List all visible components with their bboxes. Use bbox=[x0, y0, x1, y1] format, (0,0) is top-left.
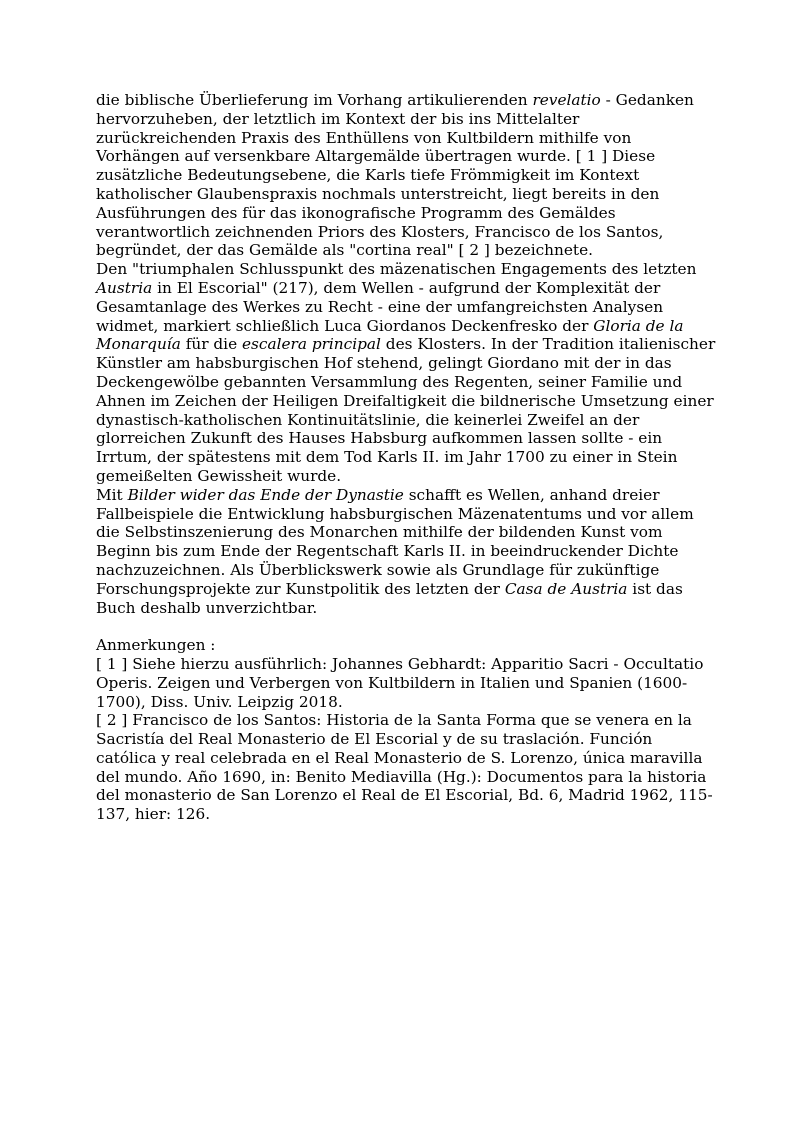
italic-term-casa: Casa de Austria bbox=[504, 579, 628, 598]
text-run: schafft es Wellen, anhand dreier Fallbeispiele die Entwicklung habsburgischen Mäzenatentums und vor allem die Selbstinszenierung des Monarchen mithilfe der bildenden Kunst vom Beginn bis zum Ende der Regentschaft Karls II. in beeindruckender Dichte nachzuzeichnen. Als Überblickswerk sowie als Grundlage für zukünftige Forschungsprojekte zur Kunstpolitik des letzten der bbox=[96, 485, 694, 598]
endnote-2: [ 2 ] Francisco de los Santos: Historia de la Santa Forma que se venera en la Sacristía del Real Monasterio de El Escorial y de su traslación. Función católica y real celebrada en el Real Monasterio de S. Lorenzo, única maravilla del mundo. Año 1690, in: Benito Mediavilla (Hg.): Documentos para la historia del monasterio de San Lorenzo el Real de El Escorial, Bd. 6, Madrid 1962, 115-137, hier: 126. bbox=[96, 711, 713, 824]
text-run: ist das Buch deshalb unverzichtbar. bbox=[96, 579, 683, 617]
text-run: die biblische Überlieferung im Vorhang artikulierenden bbox=[96, 91, 533, 109]
paragraph-gloria bbox=[96, 260, 716, 486]
paragraph-revelatio bbox=[96, 91, 716, 260]
italic-book-title: Bilder wider das Ende der Dynastie bbox=[127, 485, 404, 504]
document-page bbox=[96, 91, 716, 824]
endnotes-heading: Anmerkungen : bbox=[96, 636, 216, 655]
text-run: des Klosters. In der Tradition italienischer Künstler am habsburgischen Hof stehend, gelingt Giordano mit der in das Deckengewölbe gebannten Versammlung des Regenten, seiner Familie und Ahnen im Zeichen der Heiligen Dreifaltigkeit die bildnerische Umsetzung einer dynastisch-katholischen Kontinuitätslinie, die keinerlei Zweifel an der glorreichen Zukunft des Hauses Habsburg aufkommen lassen sollte - ein Irrtum, der spätestens mit dem Tod Karls II. im Jahr 1700 zu einer in Stein gemeißelten Gewissheit wurde. bbox=[96, 335, 716, 485]
text-run: Mit bbox=[96, 485, 128, 504]
paragraph-conclusion bbox=[96, 486, 716, 618]
endnote-1: [ 1 ] Siehe hierzu ausführlich: Johannes Gebhardt: Apparitio Sacri - Occultatio Operis. Zeigen und Verbergen von Kultbildern in Italien und Spanien (1600-1700), Diss. Univ. Leipzig 2018. bbox=[96, 654, 704, 711]
text-run: - Gedanken hervorzuheben, der letztlich im Kontext der bis ins Mittelalter zurückreichenden Praxis des Enthüllens von Kultbildern mithilfe von Vorhängen auf versenkbare Altargemälde übertragen wurde. [ 1 ] Diese zusätzliche Bedeutungsebene, die Karls tiefe Frömmigkeit im Kontext katholischer Glaubenspraxis nochmals unterstreicht, liegt bereits in den Ausführungen des für das ikonografische Programm des Gemäldes verantwortlich zeichnenden Priors des Klosters, Francisco de los Santos, begründet, der das Gemälde als "cortina real" [ 2 ] bezeichnete. bbox=[96, 91, 694, 260]
italic-term-revelatio: revelatio bbox=[532, 91, 601, 109]
italic-term-gloria: Gloria de la Monarquía bbox=[96, 316, 684, 354]
text-run: für die bbox=[180, 335, 242, 354]
text-run: Den "triumphalen Schlusspunkt des mäzenatischen Engagements des letzten bbox=[96, 260, 697, 279]
italic-term-austria: Austria bbox=[96, 278, 153, 297]
text-run: in El Escorial" (217), dem Wellen - aufgrund der Komplexität der Gesamtanlage des Werkes zu Recht - eine der umfangreichsten Analysen widmet, markiert schließlich Luca Giordanos Deckenfresko der bbox=[96, 278, 664, 335]
italic-term-escalera: escalera principal bbox=[241, 335, 381, 354]
endnotes bbox=[96, 636, 716, 824]
